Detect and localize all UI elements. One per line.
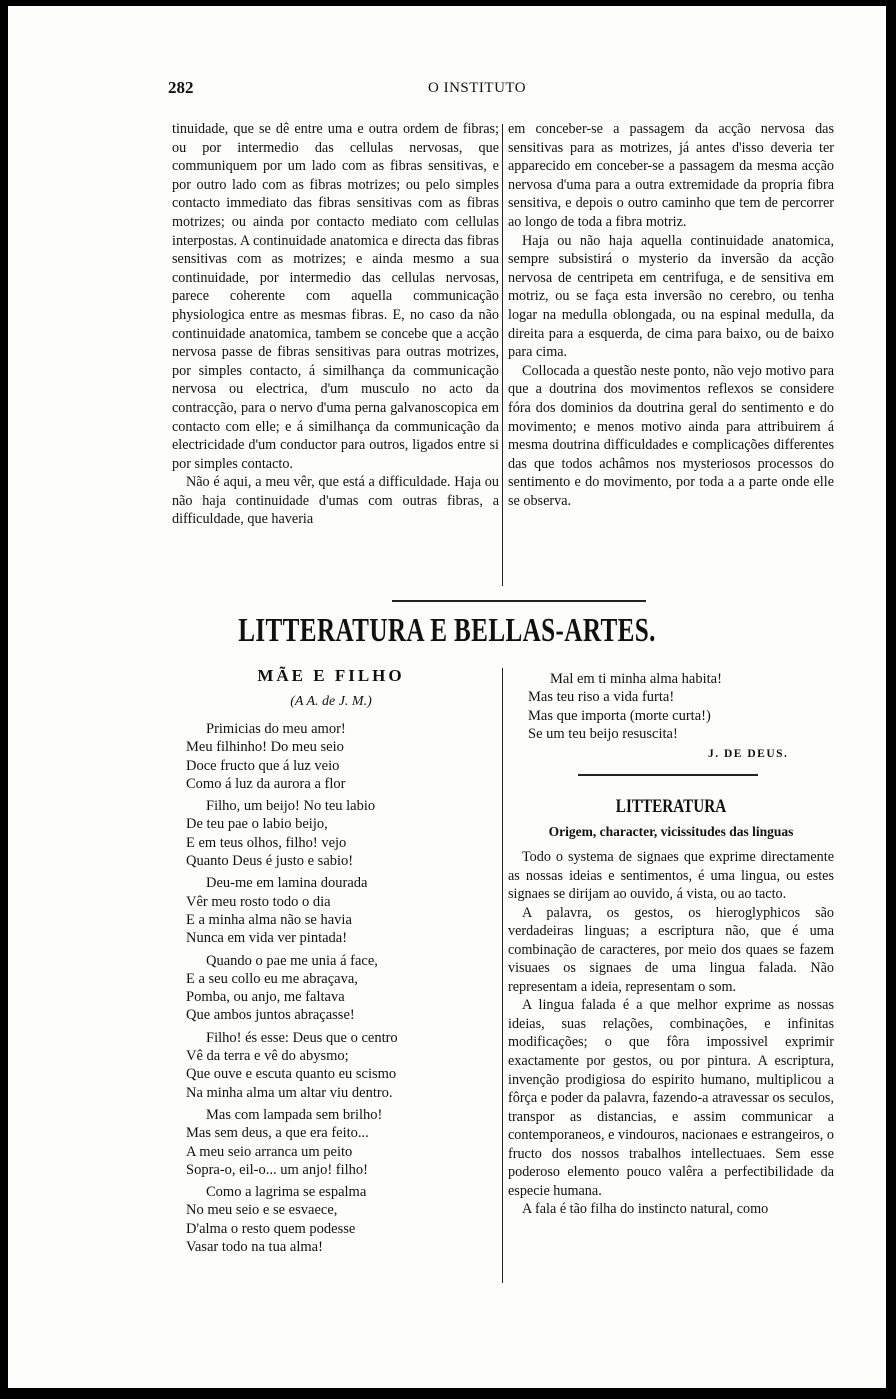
- page: [8, 6, 886, 1388]
- poem-attribution: (A A. de J. M.): [290, 694, 372, 709]
- column-rule: [502, 668, 503, 1283]
- top-right-column: [508, 120, 834, 510]
- paragraph: Collocada a questão neste ponto, não vejo motivo para que a doutrina dos movimentos reflexos se considere fóra dos dominios da doutrina geral do sentimento e do movimento; e menos motivo ainda para attribuirem á mesma doutrina difficuldades e complicações differentes das que todos achâmos nos mysteriosos processos do sentimento e do movimento, por toda a a parte onde elle se observa.: [508, 362, 834, 509]
- verse: Vêr meu rosto todo o dia: [186, 893, 331, 910]
- verse: Sopra-o, eil-o... um anjo! filho!: [186, 1161, 369, 1178]
- verse: Deu-me em lamina dourada: [206, 875, 368, 892]
- verse: Doce fructo que á luz veio: [186, 757, 340, 774]
- stanza: [186, 1183, 496, 1256]
- verse: E em teus olhos, filho! vejo: [186, 834, 347, 851]
- paragraph: tinuidade, que se dê entre uma e outra ordem de fibras; ou por intermedio das cellulas nervosas, que communiquem por um lado com as fibras sensitivas, e por outro lado com as fibras motrizes; ou pelo simples contacto immediato das fibras sensitivas com as fibras motrizes; ou ainda por contacto mediato com cellulas interpostas. A continuidade anatomica e directa das fibras sensitivas com as motrizes; e ainda mesmo a sua continuidade, por intermedio das cellulas nervosas, parece coherente com aquella communicação physiologica entre as mesmas fibras. E, no caso da não continuidade anatomica, tambem se concebe que a acção nervosa passe de fibras sensitivas para outras motrizes, por simples contacto, á similhança da communicação nervosa ou electrica, d'um musculo no acto da contracção, para o nervo d'uma perna galvanoscopica em contacto com elle; e á similhança da communicação da electricidade d'um conductor para outros, ligados entre si por simples contacto.: [172, 121, 499, 472]
- verse: Mas com lampada sem brilho!: [206, 1106, 383, 1123]
- verse: Quando o pae me unia á face,: [206, 952, 378, 969]
- stanza: [186, 1029, 496, 1102]
- article-subtitle: Origem, character, vicissitudes das linguas: [548, 824, 794, 839]
- running-header: [8, 78, 886, 102]
- paragraph: em conceber-se a passagem da acção nervosa das sensitivas para as motrizes, já antes d'isso deveria ter apparecido em conceber-se a passagem da mesma acção nervosa d'uma para a outra extremidade da propria fibra sensitiva, e depois o outro caminho que tem de percorrer ao longo de toda a fibra motriz.: [508, 121, 834, 230]
- stanza: [186, 720, 496, 793]
- verse: Vê da terra e vê do abysmo;: [186, 1048, 349, 1065]
- section-divider: [578, 774, 758, 776]
- verse: Mas que importa (morte curta!): [528, 707, 711, 724]
- poem-right-column: [528, 670, 828, 747]
- verse: Vasar todo na tua alma!: [186, 1239, 323, 1256]
- paragraph: A lingua falada é a que melhor exprime as nossas ideias, suas relações, combinações, e infinitas modificações; o que fôra impossivel exprimir exactamente por gestos, ou por pintura. A escriptura, invenção prodigiosa do espirito humano, multiplicou a fôrça e poder da palavra, fazendo-a atravessar os seculos, transpor as distancias, e assim communicar a contemporaneos, e vindouros, nacionaes e estrangeiros, o fructo dos nossos trabalhos intellectuaes. Sem esse poderoso elemento pouco valêra a perfectibilidade da especie humana.: [508, 997, 834, 1199]
- verse: Pomba, ou anjo, me faltava: [186, 989, 345, 1006]
- verse: Nunca em vida ver pintada!: [186, 930, 348, 947]
- top-left-column: [172, 120, 499, 529]
- verse: A meu seio arranca um peito: [186, 1143, 353, 1160]
- paragraph: A fala é tão filha do instincto natural, como: [522, 1201, 769, 1218]
- paragraph: Todo o systema de signaes que exprime directamente as nossas ideias e sentimentos, é uma lingua, ou estes signaes se dirijam ao ouvido, á vista, ou ao tacto.: [508, 849, 834, 903]
- article-body: [508, 848, 834, 1219]
- verse: Mas sem deus, a que era feito...: [186, 1125, 369, 1142]
- verse: Na minha alma um altar viu dentro.: [186, 1084, 393, 1101]
- verse: De teu pae o labio beijo,: [186, 816, 328, 833]
- journal-title: O INSTITUTO: [428, 80, 527, 96]
- poem-title: MÃE E FILHO: [257, 666, 405, 685]
- article-title: LITTERATURA: [615, 796, 727, 817]
- stanza: [186, 874, 496, 947]
- verse: E a minha alma não se havia: [186, 911, 352, 928]
- verse: Que ouve e escuta quanto eu scismo: [186, 1066, 397, 1083]
- verse: Filho! és esse: Deus que o centro: [206, 1029, 398, 1046]
- stanza: [186, 1106, 496, 1179]
- stanza: [186, 797, 496, 870]
- paragraph: Haja ou não haja aquella continuidade anatomica, sempre subsistirá o mysterio da inversão da acção nervosa de centripeta em centrifuga, e de sensitiva em motriz, ou se faça esta inversão no cerebro, ou tenha logar na medulla oblongada, ou na espinal medulla, da direita para a esquerda, de cima para baixo, ou de baixo para cima.: [508, 232, 834, 361]
- paragraph: A palavra, os gestos, os hieroglyphicos são verdadeiras linguas; a escriptura não, que é uma combinação de caracteres, por meio dos quaes se fazem visuaes os signaes de uma lingua falada. Não representam a ideia, representam o som.: [508, 904, 834, 995]
- verse: Meu filhinho! Do meu seio: [186, 739, 344, 756]
- verse: No meu seio e se esvaece,: [186, 1202, 338, 1219]
- poem-signature: J. DE DEUS.: [708, 748, 789, 760]
- verse: D'alma o resto quem podesse: [186, 1220, 356, 1237]
- stanza: [528, 670, 828, 743]
- verse: E a seu collo eu me abraçava,: [186, 970, 358, 987]
- paragraph: Não é aqui, a meu vêr, que está a difficuldade. Haja ou não haja continuidade d'umas com outras fibras, a difficuldade, que haveria: [172, 474, 499, 528]
- verse: Como a lagrima se espalma: [206, 1184, 367, 1201]
- section-divider: [392, 600, 646, 602]
- verse: Quanto Deus é justo e sabio!: [186, 853, 354, 870]
- verse: Como á luz da aurora a flor: [186, 775, 346, 792]
- section-title: LITTERATURA E BELLAS-ARTES.: [238, 612, 656, 649]
- verse: Mas teu riso a vida furta!: [528, 689, 675, 706]
- stanza: [186, 952, 496, 1025]
- verse: Que ambos juntos abraçasse!: [186, 1007, 355, 1024]
- column-rule: [502, 124, 503, 586]
- page-number: 282: [168, 78, 194, 97]
- verse: Mal em ti minha alma habita!: [550, 671, 722, 687]
- verse: Se um teu beijo resuscita!: [528, 725, 678, 742]
- verse: Filho, um beijo! No teu labio: [206, 798, 376, 815]
- verse: Primicias do meu amor!: [206, 721, 346, 737]
- poem-left-column: [186, 720, 496, 1260]
